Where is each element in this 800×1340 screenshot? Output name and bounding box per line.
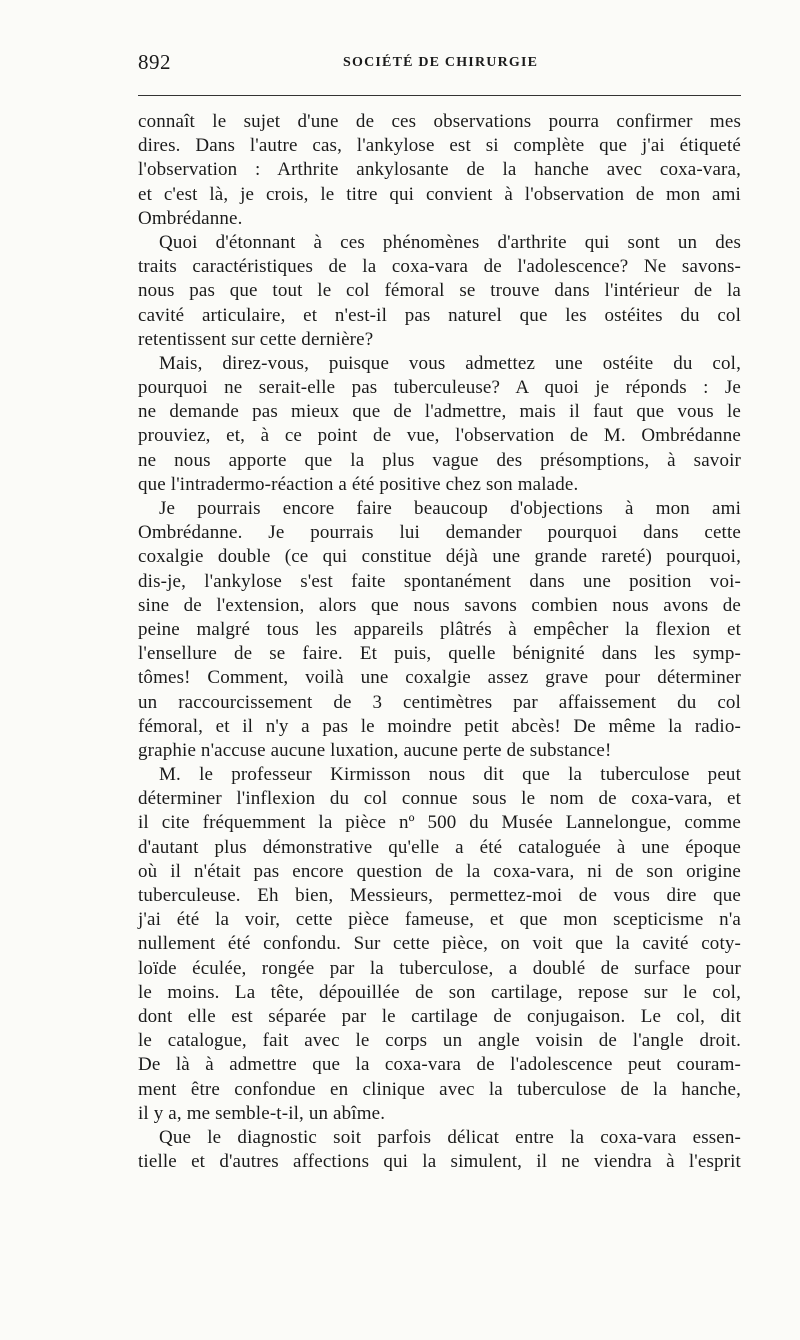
text-line: dont elle est séparée par le cartilage de conjugaison. Le col, dit xyxy=(138,1005,741,1027)
text-line: M. le professeur Kirmisson nous dit que la tuberculose peut xyxy=(159,764,741,786)
text-line: peine malgré tous les appareils plâtrés à empêcher la flexion et xyxy=(138,618,741,640)
page-header xyxy=(138,50,740,80)
text-line: l'observation : Arthrite ankylosante de la hanche avec coxa-vara, xyxy=(138,159,741,181)
text-line: ment être confondue en clinique avec la tuberculose de la hanche, xyxy=(138,1078,741,1100)
text-line: Je pourrais encore faire beaucoup d'objections à mon ami xyxy=(159,498,741,519)
text-line: dis-je, l'ankylose s'est faite spontanément dans une position voi- xyxy=(138,570,741,592)
text-line: dires. Dans l'autre cas, l'ankylose est si complète que j'ai étiqueté xyxy=(138,135,741,157)
text-line: tuberculeuse. Eh bien, Messieurs, permettez-moi de vous dire que xyxy=(138,885,741,906)
text-line: ne demande pas mieux que de l'admettre, mais il faut que vous le xyxy=(138,401,741,423)
text-line: pourquoi ne serait-elle pas tuberculeuse? A quoi je réponds : Je xyxy=(138,377,741,399)
text-line: déterminer l'inflexion du col connue sous le nom de coxa-vara, et xyxy=(138,788,741,810)
text-line: prouviez, et, à ce point de vue, l'observation de M. Ombrédanne xyxy=(138,425,741,447)
text-line: j'ai été la voir, cette pièce fameuse, et que mon scepticisme n'a xyxy=(138,909,741,931)
text-line: Ombrédanne. xyxy=(138,207,243,229)
text-line: il y a, me semble-t-il, un abîme. xyxy=(138,1102,386,1124)
text-line: l'ensellure de se faire. Et puis, quelle bénignité dans les symp- xyxy=(138,643,741,665)
text-line: le catalogue, fait avec le corps un angle voisin de l'angle droit. xyxy=(138,1030,741,1052)
text-line: fémoral, et il n'y a pas le moindre petit abcès! De même la radio- xyxy=(138,715,741,737)
text-line: graphie n'accuse aucune luxation, aucune perte de substance! xyxy=(138,739,612,761)
text-line: cavité articulaire, et n'est-il pas naturel que les ostéites du col xyxy=(138,304,741,326)
text-line: et c'est là, je crois, le titre qui convient à l'observation de mon ami xyxy=(138,183,741,205)
text-line: traits caractéristiques de la coxa-vara de l'adolescence? Ne savons- xyxy=(138,256,741,278)
text-line: tielle et d'autres affections qui la simulent, il ne viendra à l'esprit xyxy=(138,1151,741,1173)
text-line: le moins. La tête, dépouillée de son cartilage, repose sur le col, xyxy=(138,981,741,1003)
text-line: sine de l'extension, alors que nous savons combien nous avons de xyxy=(138,594,741,616)
running-head: SOCIÉTÉ DE CHIRURGIE xyxy=(343,55,539,70)
text-line: Ombrédanne. Je pourrais lui demander pourquoi dans cette xyxy=(138,522,741,544)
text-line: que l'intradermo-réaction a été positive chez son malade. xyxy=(138,473,579,495)
text-line: d'autant plus démonstrative qu'elle a été cataloguée à une époque xyxy=(138,836,741,858)
text-line: coxalgie double (ce qui constitue déjà une grande rareté) pourquoi, xyxy=(138,546,741,568)
header-rule xyxy=(138,95,741,96)
text-line: Mais, direz-vous, puisque vous admettez une ostéite du col, xyxy=(159,352,741,374)
page-number: 892 xyxy=(138,50,171,74)
text-line: tômes! Comment, voilà une coxalgie assez grave pour déterminer xyxy=(138,667,741,689)
body-text xyxy=(138,110,741,1174)
text-line: un raccourcissement de 3 centimètres par affaissement du col xyxy=(138,691,741,713)
text-line: Que le diagnostic soit parfois délicat entre la coxa-vara essen- xyxy=(159,1126,741,1148)
text-line: où il n'était pas encore question de la coxa-vara, ni de son origine xyxy=(138,860,741,882)
text-line: nous pas que tout le col fémoral se trouve dans l'intérieur de la xyxy=(138,280,741,302)
text-line: loïde éculée, rongée par la tuberculose, a doublé de surface pour xyxy=(138,957,741,979)
text-line: retentissent sur cette dernière? xyxy=(138,328,374,350)
text-line: nullement été confondu. Sur cette pièce, on voit que la cavité coty- xyxy=(138,933,741,955)
text-line: connaît le sujet d'une de ces observations pourra confirmer mes xyxy=(138,111,741,132)
text-line: ne nous apporte que la plus vague des présomptions, à savoir xyxy=(138,449,741,471)
text-line: Quoi d'étonnant à ces phénomènes d'arthrite qui sont un des xyxy=(159,231,741,253)
text-line: il cite fréquemment la pièce nº 500 du Musée Lannelongue, comme xyxy=(138,812,741,834)
text-line: De là à admettre que la coxa-vara de l'adolescence peut couram- xyxy=(138,1054,741,1076)
